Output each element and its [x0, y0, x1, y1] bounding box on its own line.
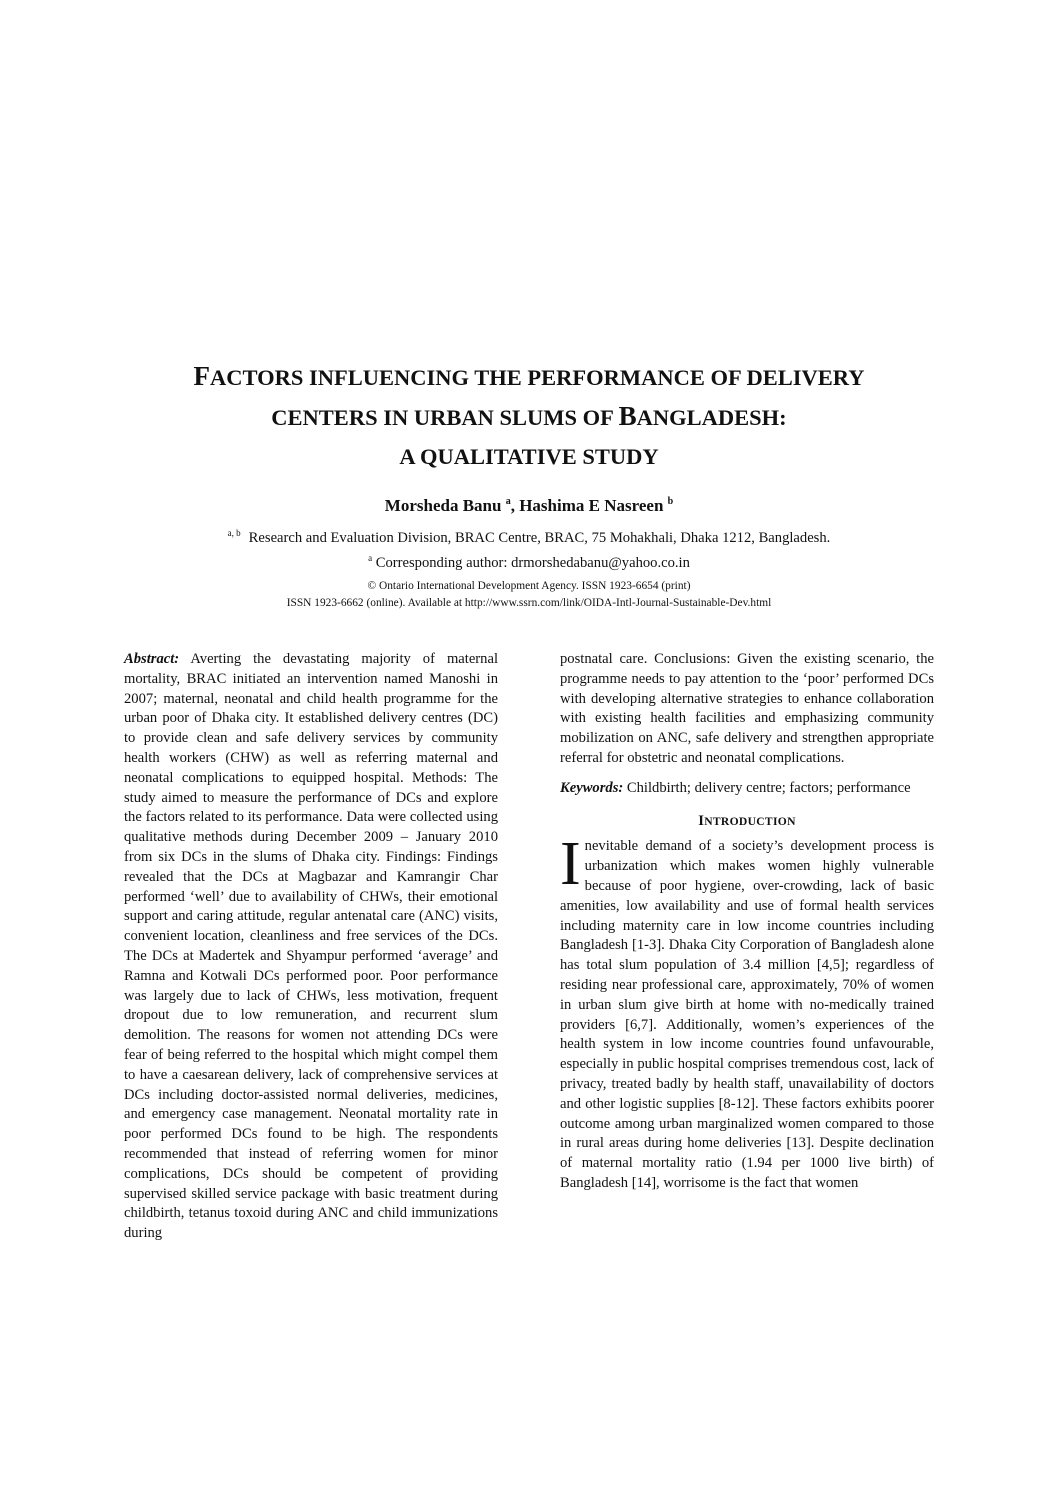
affiliation [0, 523, 1058, 573]
left-column [124, 650, 498, 1244]
title-line-3: A QUALITATIVE STUDY [399, 444, 659, 469]
author-1-sup: a [505, 496, 511, 507]
author-list: Morsheda Banu $^a$, Hashima E Nasreen $^b$ [384, 496, 674, 515]
keywords [560, 779, 934, 799]
right-column [560, 650, 934, 1194]
title-line-2: CENTERS IN URBAN SLUMS OF BANGLADESH: [271, 401, 787, 431]
copyright-notice: © Ontario International Development Agency. ISSN 1923-6654 (print) ISSN 1923-6662 (online). Available at http://www.ssrn.com/link/OIDA-Intl-Journal-Sustainable-Dev.html [286, 580, 772, 609]
drop-cap: I [560, 830, 581, 899]
introduction-text: Inevitable demand of a society’s development process is urbanization which makes women highly vulnerable because of poor hygiene, over-crowding, lack of basic amenities, low availability and use of formal health services including maternity care in low income countries including Bangladesh [1-3]. Dhaka City Corporation of Bangladesh alone has total slum population of 3.4 million [4,5]; regardless of residing near professional care, approximately, 70% of women in urban slum give birth at home with no-medically trained providers [6,7]. Additionally, women’s experiences of the health system in low income countries found unfavourable, especially in public hospital comprises tremendous cost, lack of privacy, treated badly by health staff, unavailability of doctors and other logistic supplies [8-12]. These factors exhibits poorer outcome among urban marginalized women compared to those in rural areas during home deliveries [13]. Despite declination of maternal mortality ratio (1.94 per 1000 live birth) of Bangladesh [14], worrisome is the fact that women [560, 830, 934, 1191]
title-line-1: FACTORS INFLUENCING THE PERFORMANCE OF DELIVERY [193, 361, 865, 391]
keywords-label: Keywords: [560, 779, 624, 796]
introduction-heading: INTRODUCTION [698, 812, 796, 829]
abstract-text-left: Averting the devastating majority of maternal mortality, BRAC initiated an intervention named Manoshi in 2007; maternal, neonatal and child health programme for the urban poor of Dhaka city. It established delivery centres (DC) to provide clean and safe delivery services by community health workers (CHW) as well as referring maternal and neonatal complications to equipped hospital. Methods: The study aimed to measure the performance of DCs and explore the factors related to its performance. Data were collected using qualitative methods during December 2009 – January 2010 from six DCs in the slums of Dhaka city. Findings: Findings revealed that the DCs at Magbazar and Kamrangir Char performed ‘well’ due to availability of CHWs, their emotional support and caring attitude, regular antenatal care (ANC) visits, convenient location, cleanliness and free services of the DCs. The DCs at Madertek and Shyampur performed ‘average’ and Ramna and Kotwali DCs performed poor. Poor performance was largely due to lack of CHWs, less motivation, frequent dropout due to low remuneration, and recurrent slum demolition. The reasons for women not attending DCs were fear of being referred to the hospital which might compel them to have a caesarean delivery, lack of comprehensive services at DCs including doctor-assisted normal deliveries, medicines, and emergency case management. Neonatal mortality rate in poor performed DCs found to be high. The respondents recommended that instead of referring women for minor complications, DCs should be competent of providing supervised skilled service package with basic treatment during childbirth, tetanus toxoid during ANC and child immunizations during [124, 651, 498, 1242]
author-2: Hashima E Nasreen [519, 496, 664, 515]
keywords-text: Childbirth; delivery centre; factors; performance [623, 779, 911, 796]
paper-title [0, 357, 1058, 476]
abstract-continued: postnatal care. Conclusions: Given the existing scenario, the programme needs to pay attention to the ‘poor’ performed DCs with developing alternative strategies to enhance collaboration with existing health facilities and emphasizing community mobilization on ANC, safe delivery and strengthen appropriate referral for obstetric and neonatal complications. [560, 651, 934, 766]
corresponding-author: $^a$ Corresponding author: drmorshedabanu@yahoo.co.in [368, 553, 690, 571]
author-1: Morsheda Banu [384, 496, 502, 515]
abstract [124, 650, 498, 1244]
affiliation-line: $^{a, b}$ Research and Evaluation Division, BRAC Centre, BRAC, 75 Mohakhali, Dhaka 1212, Bangladesh. [227, 528, 831, 546]
author-2-sup: b [667, 496, 674, 507]
abstract-label: Abstract: [124, 651, 180, 667]
